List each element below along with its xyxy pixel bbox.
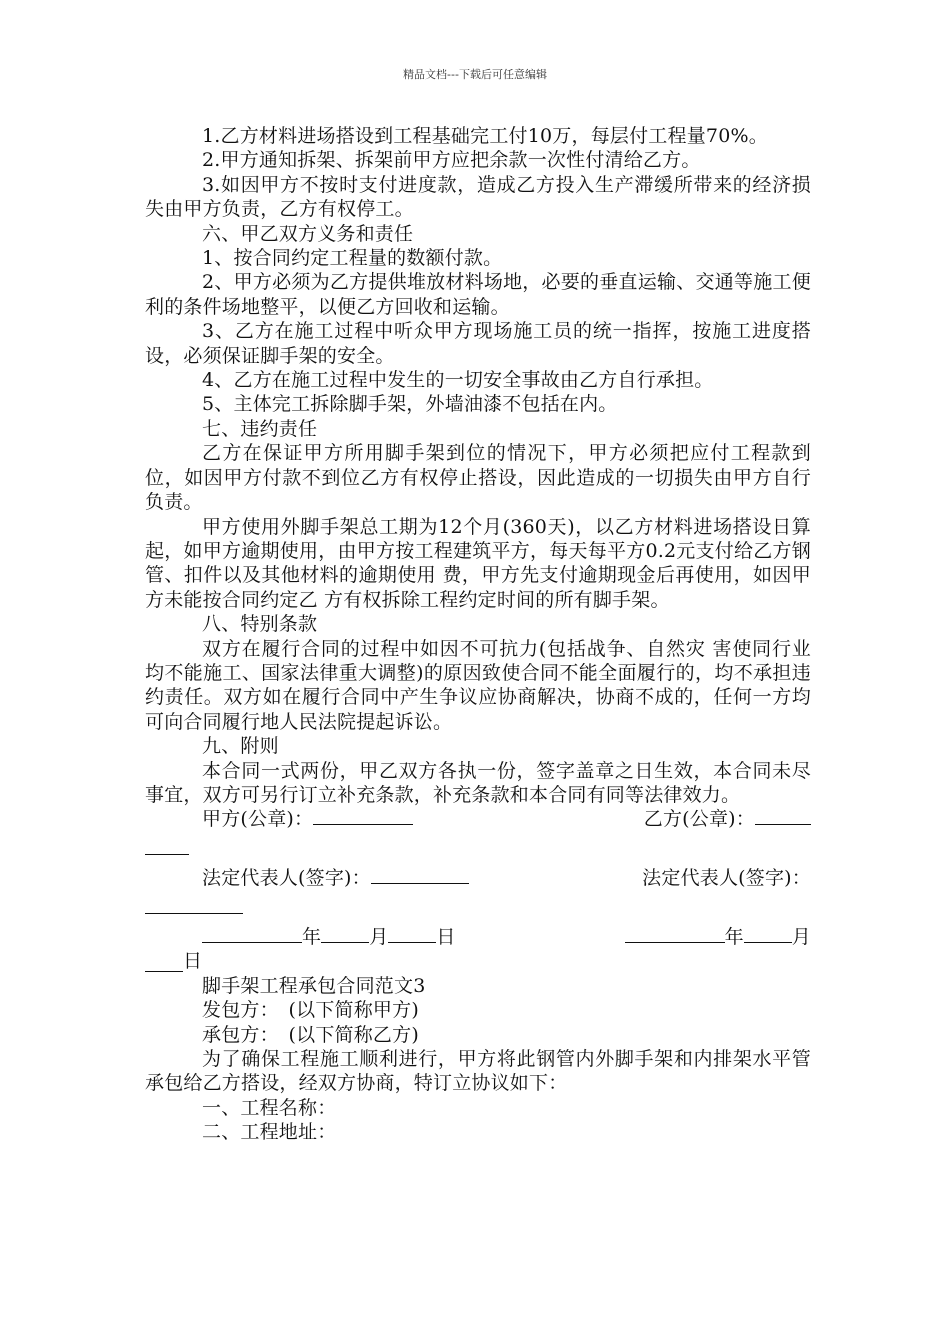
day-blank xyxy=(145,954,183,972)
date-line-continuation xyxy=(145,949,811,973)
paragraph: 本合同一式两份，甲乙双方各执一份，签字盖章之日生效，本合同未尽事宜，双方可另行订立补充条款，补充条款和本合同有同等法律效力。 xyxy=(145,759,811,806)
section-heading: 一、工程名称： xyxy=(202,1096,337,1119)
seal-line-continuation xyxy=(145,832,811,856)
seal-line xyxy=(145,807,811,831)
party-b-rep-label: 法定代表人(签字)： xyxy=(642,867,811,890)
document-body xyxy=(145,124,811,1145)
party-a-seal xyxy=(202,807,413,831)
seal-blank-continued xyxy=(145,837,189,855)
paragraph: 4、乙方在施工过程中发生的一切安全事故由乙方自行承担。 xyxy=(202,369,714,392)
party-b-seal xyxy=(644,807,811,831)
party-a-rep-label: 法定代表人(签字)： xyxy=(202,867,371,890)
party-a-rep-blank xyxy=(371,866,469,884)
paragraph: 2、甲方必须为乙方提供堆放材料场地，必要的垂直运输、交通等施工便利的条件场地整平，以便乙方回收和运输。 xyxy=(145,271,811,318)
year-label: 年 xyxy=(302,925,322,948)
paragraph: 1、按合同约定工程量的数额付款。 xyxy=(202,247,503,270)
month-label: 月 xyxy=(369,925,389,948)
party-b-date xyxy=(625,925,811,949)
paragraph: 5、主体完工拆除脚手架，外墙油漆不包括在内。 xyxy=(202,393,618,416)
party-a-seal-blank xyxy=(313,807,413,825)
party-b-rep xyxy=(642,866,811,890)
representative-line xyxy=(145,866,811,890)
paragraph: 甲方使用外脚手架总工期为12个月(360天)，以乙方材料进场搭设日算起，如甲方逾期使用，由甲方按工程建筑平方，每天每平方0.2元支付给乙方钢管、扣件以及其他材料的逾期使用 费，甲方先支付逾期现金后再使用，如因甲方未能按合同约定乙 方有权拆除工程约定时间的所有脚手架。 xyxy=(145,515,811,611)
year-label: 年 xyxy=(724,925,744,948)
year-blank xyxy=(625,925,725,943)
section-heading: 七、违约责任 xyxy=(202,417,318,440)
party-b-seal-blank xyxy=(755,807,811,825)
section-heading: 九、附则 xyxy=(202,735,279,758)
page-header: 精品文档---下载后可任意编辑 xyxy=(403,68,547,81)
paragraph: 1.乙方材料进场搭设到工程基础完工付10万，每层付工程量70%。 xyxy=(202,125,768,147)
rep-blank-continued xyxy=(145,896,243,914)
month-blank xyxy=(744,925,792,943)
document-title: 脚手架工程承包合同范文3 xyxy=(202,974,426,997)
year-blank xyxy=(202,925,302,943)
section-heading: 六、甲乙双方义务和责任 xyxy=(202,222,414,245)
paragraph: 为了确保工程施工顺利进行，甲方将此钢管内外脚手架和内排架水平管承包给乙方搭设，经双方协商，特订立协议如下： xyxy=(145,1047,811,1095)
paragraph: 承包方： (以下简称乙方) xyxy=(202,1023,419,1046)
section-heading: 八、特别条款 xyxy=(202,613,318,636)
party-a-seal-label: 甲方(公章)： xyxy=(202,808,314,831)
day-blank xyxy=(388,925,436,943)
paragraph: 发包方： (以下简称甲方) xyxy=(202,999,419,1022)
month-blank xyxy=(321,925,369,943)
section-heading: 二、工程地址： xyxy=(202,1121,337,1144)
rep-line-continuation xyxy=(145,891,811,915)
paragraph: 2.甲方通知拆架、拆架前甲方应把余款一次性付清给乙方。 xyxy=(202,149,701,172)
party-a-rep xyxy=(202,866,469,890)
day-label: 日 xyxy=(183,950,203,973)
month-label: 月 xyxy=(791,925,811,948)
day-label: 日 xyxy=(436,925,456,948)
party-a-date xyxy=(202,925,456,949)
paragraph: 3.如因甲方不按时支付进度款，造成乙方投入生产滞缓所带来的经济损失由甲方负责，乙方有权停工。 xyxy=(145,173,811,221)
paragraph: 双方在履行合同的过程中如因不可抗力(包括战争、自然灾 害使同行业均不能施工、国家法律重大调整)的原因致使合同不能全面履行的，均不承担违约责任。双方如在履行合同中产生争议应协商解决，协商不成的，任何一方均可向合同履行地人民法院提起诉讼。 xyxy=(145,637,811,733)
party-b-seal-label: 乙方(公章)： xyxy=(643,808,755,831)
date-line xyxy=(145,925,811,949)
paragraph: 3、乙方在施工过程中听众甲方现场施工员的统一指挥，按施工进度搭设，必须保证脚手架的安全。 xyxy=(145,320,811,367)
paragraph: 乙方在保证甲方所用脚手架到位的情况下，甲方必须把应付工程款到位，如因甲方付款不到位乙方有权停止搭设，因此造成的一切损失由甲方自行负责。 xyxy=(145,442,811,514)
